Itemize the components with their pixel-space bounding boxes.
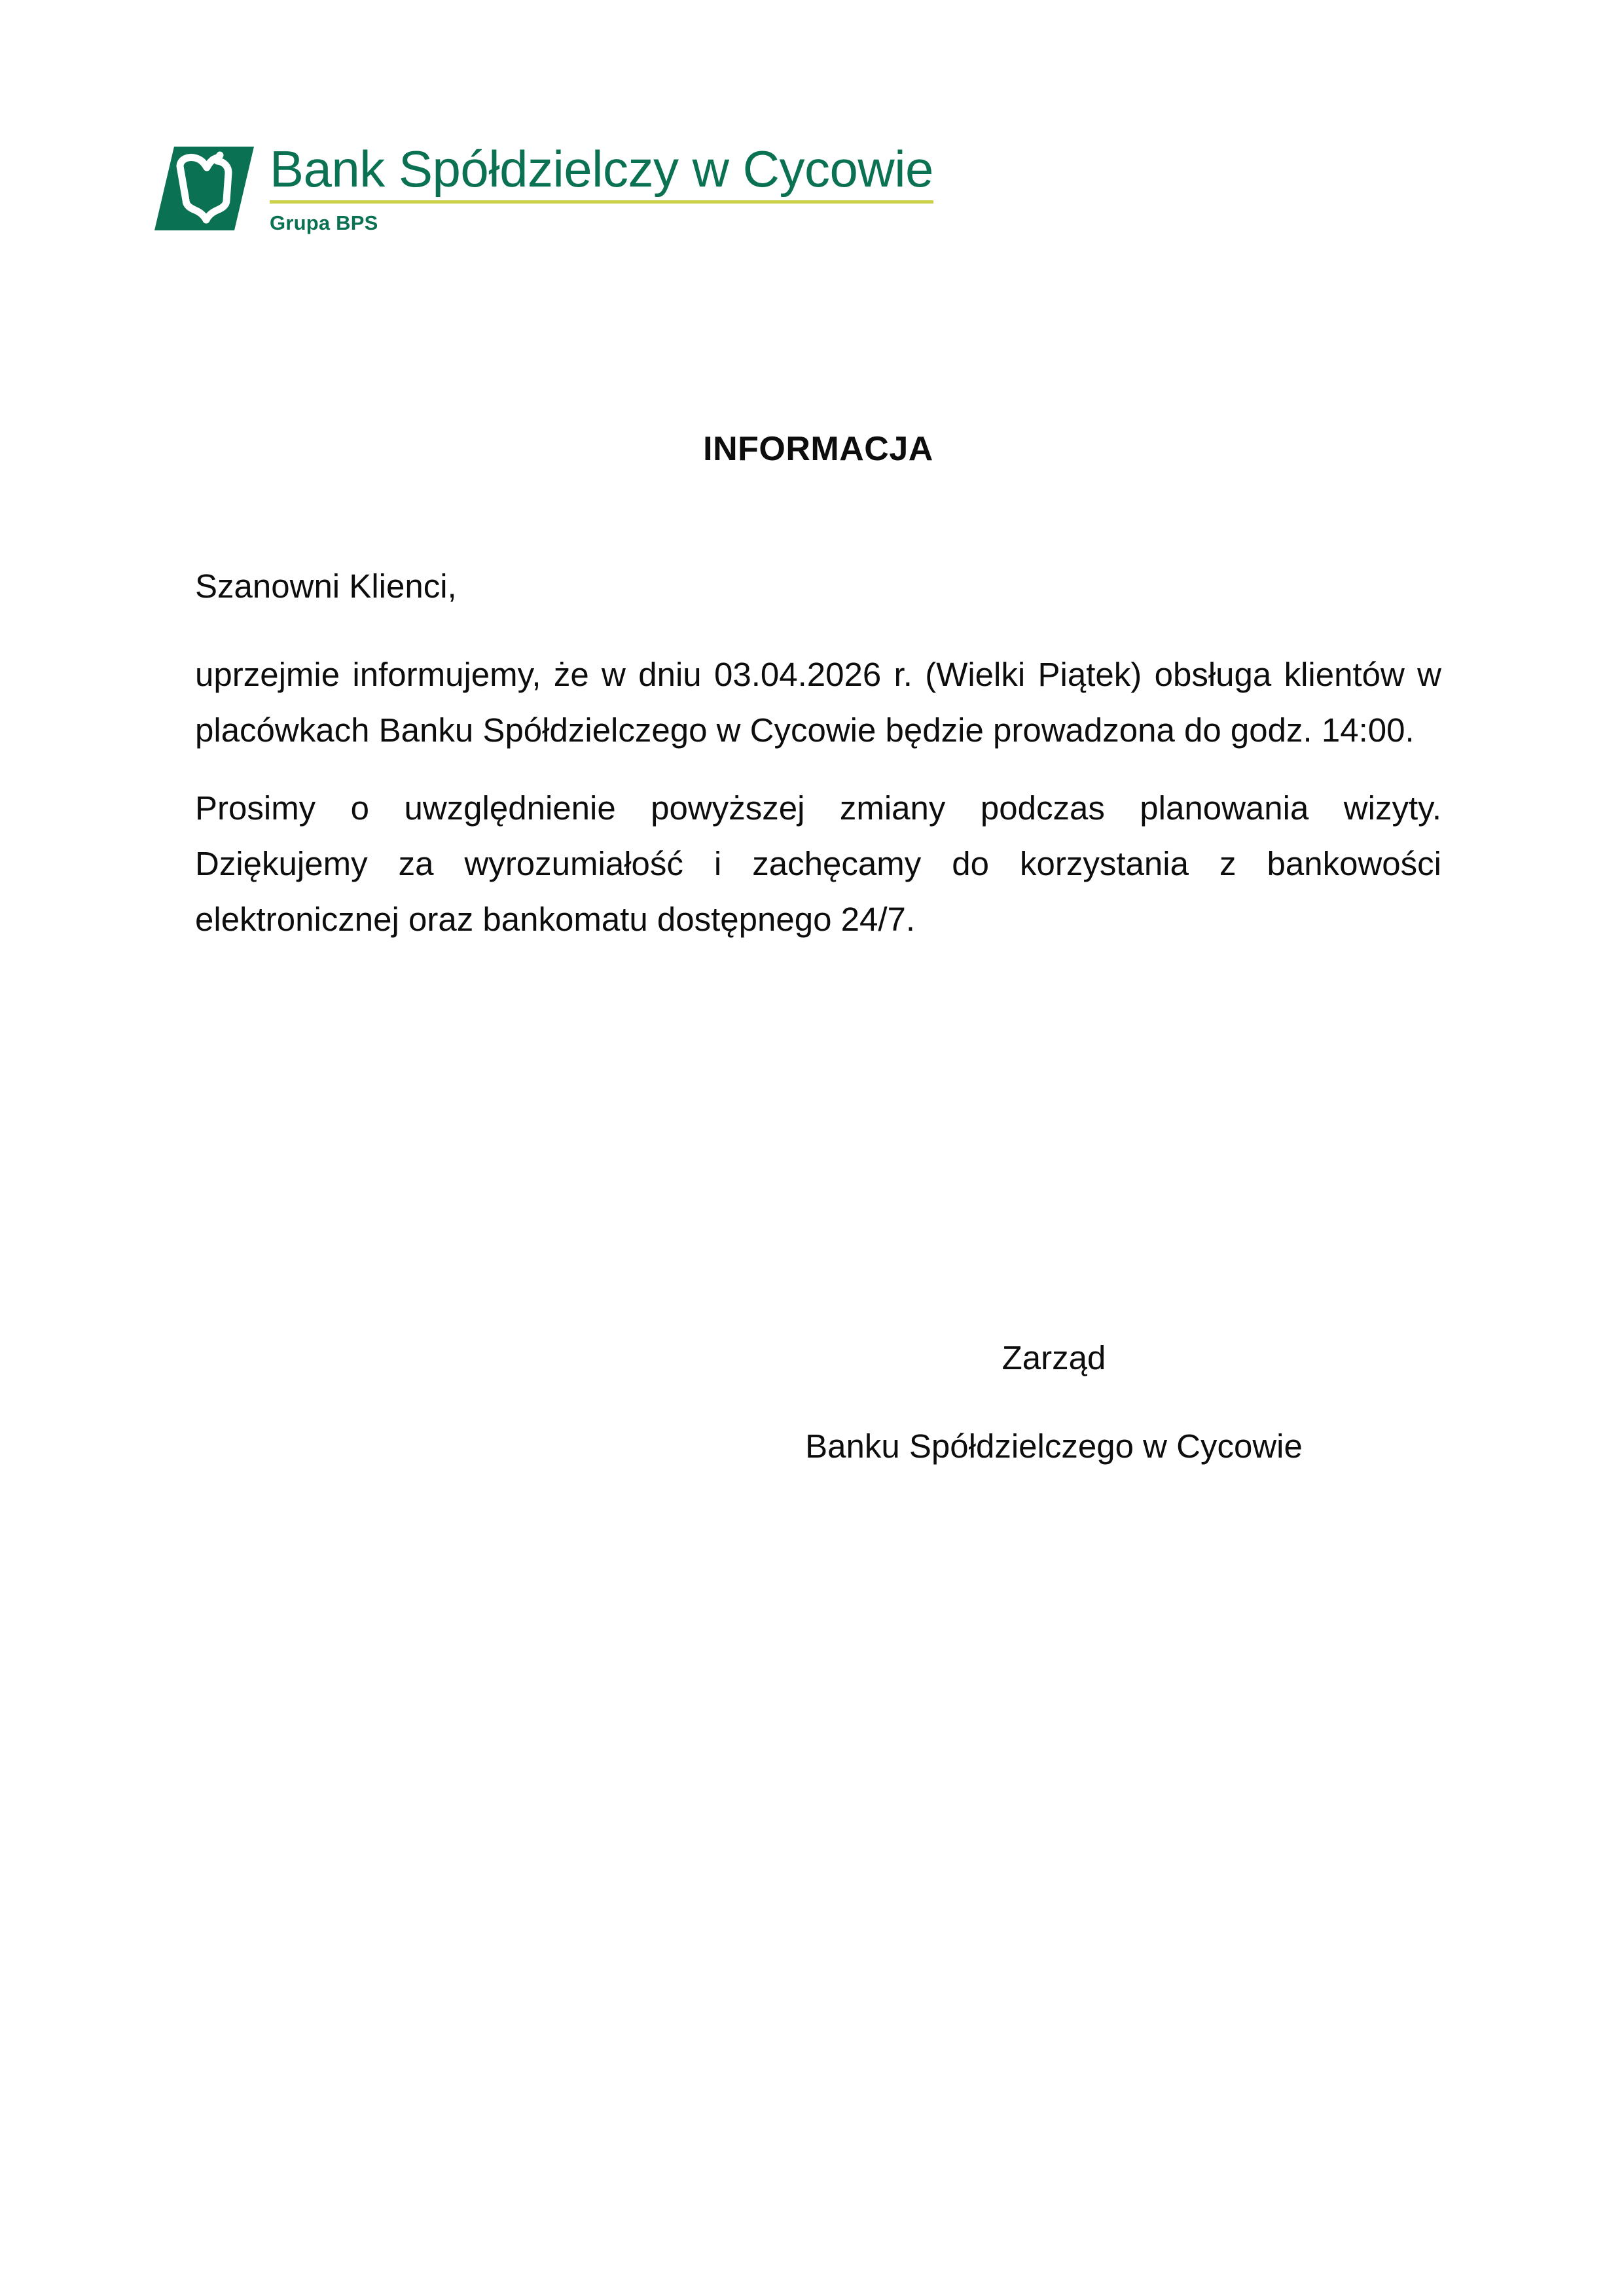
body-paragraph-1: uprzejmie informujemy, że w dniu 03.04.2026 r. (Wielki Piątek) obsługa klientów w placówkach Banku Spółdzielczego w Cycowie będzie prowadzona do godz. 14:00. xyxy=(195,656,1441,749)
bank-logo xyxy=(154,139,933,238)
body-paragraph-2: Prosimy o uwzględnienie powyższej zmiany podczas planowania wizyty. Dziękujemy za wyrozumiałość i zachęcamy do korzystania z bankowości elektronicznej oraz bankomatu dostępnego 24/7. xyxy=(195,789,1441,938)
logo-divider-rule xyxy=(270,200,933,204)
signature-block xyxy=(668,1335,1440,1469)
logo-text-block xyxy=(270,139,933,238)
open-book-mark-icon xyxy=(154,143,254,234)
logo-wordmark: Bank Spółdzielczy w Cycowie xyxy=(270,140,933,198)
document-body xyxy=(195,563,1441,947)
signature-role: Zarząd xyxy=(1001,1339,1106,1376)
logo-subtext-grupa-bps: Grupa BPS xyxy=(270,211,378,234)
salutation: Szanowni Klienci, xyxy=(195,567,457,605)
signature-organisation: Banku Spółdzielczego w Cycowie xyxy=(805,1427,1303,1465)
page-title: INFORMACJA xyxy=(703,430,933,468)
